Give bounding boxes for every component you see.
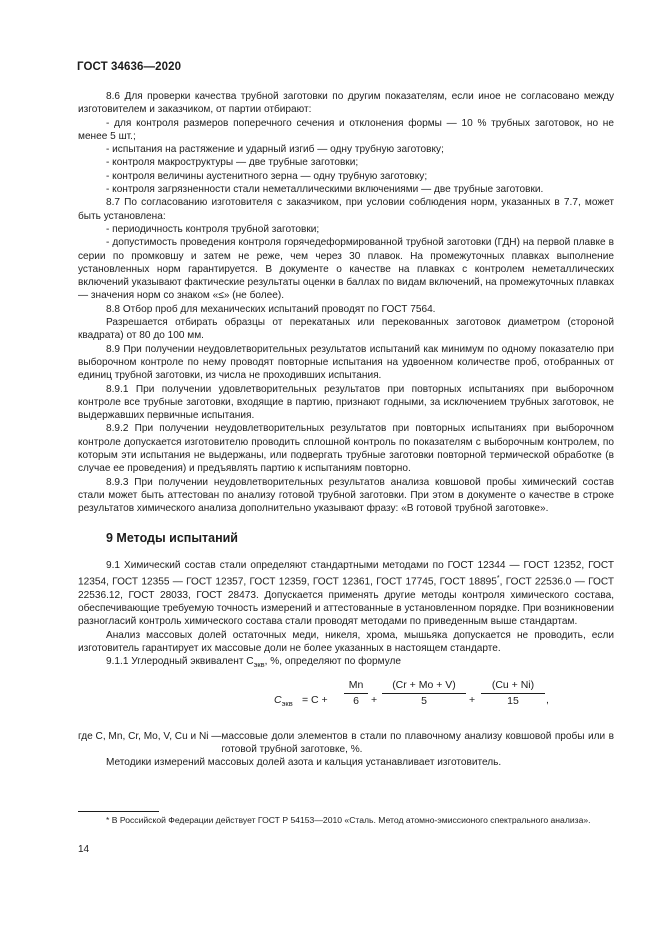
- paragraph: 8.9 При получении неудовлетворительных результатов испытаний как минимум по одному показателю при выборочном контроле по нему проводят повторные испытания на удвоенном количестве проб, отобранных от единиц трубной заготовки, из числа не проходивших испытания.: [78, 343, 614, 382]
- paragraph-methods: Методики измерений массовых долей азота и кальция устанавливает изготовитель.: [106, 757, 502, 769]
- section-8-paragraphs: [78, 90, 614, 516]
- paragraph: - для контроля размеров поперечного сечения и отклонения формы — 10 % трубных заготовок, но не менее 5 шт.;: [78, 117, 614, 142]
- fraction-cr-mo-v: $\frac{(Cr + Mo + V)}{5}$: [382, 678, 466, 709]
- footnote: * В Российской Федерации действует ГОСТ Р 54153—2010 «Сталь. Метод атомно-эмиссионого спектрального анализа».: [106, 815, 591, 825]
- paragraph-9-1-1: 9.1.1 Углеродный эквивалент $C_{экв}$, %, определяют по формуле: [106, 656, 402, 670]
- paragraph: - допустимость проведения контроля горячедеформированной трубной заготовки (ГДН) на первой плавке в серии по промковшу и затем не реже, чем через 30 плавок. На промежуточных плавках выполнение установленных норм гарантируется. В документе о качестве на плавках с контролем неметаллических включений указывают фактические результаты оценки в баллах по видам включений, на промежуточных плавках — значения норм со знаком «≤» (не более).: [78, 237, 614, 302]
- footnote-marker: *: [496, 575, 500, 583]
- section-title: 9 Методы испытаний: [106, 530, 238, 545]
- formula-lhs: $C_{экв}$: [274, 693, 293, 708]
- footnote-rule: [78, 811, 159, 812]
- legend-description: массовые доли элементов в стали по плавочному анализу ковшовой пробы или в готовой трубной заготовке, %.: [221, 730, 614, 755]
- paragraph-9-1: 9.1 Химический состав стали определяют стандартными методами по ГОСТ 12344 — ГОСТ 12352, ГОСТ 12354, ГОСТ 12355 — ГОСТ 12357, ГОСТ 12359, ГОСТ 12361, ГОСТ 17745, ГОСТ 18895*, ГОСТ 22536.0 — ГОСТ 22536.12, ГОСТ 28033, ГОСТ 28473. Допускается применять другие методы контроля химического состава, обеспечивающие требуемую точность измерений и аттестованные в установленном порядке. При возникновении разногласий контроль химического состава стали проводят методами по приведенным выше стандартам.: [78, 559, 614, 628]
- paragraph: 8.9.2 При получении неудовлетворительных результатов при повторных испытаниях при выборочном контроле допускается изготовителю проводить сплошной контроль по показателям с выборочным контролем, по которым эти испытания не выдержаны, или подвергать трубные заготовки повторной термической обработке (в случае ее проведения) и предъявлять партию к испытаниям повторно.: [78, 423, 614, 475]
- paragraph: Разрешается отбирать образцы от перекатаных или перекованных заготовок диаметром (стороной квадрата) от 80 до 100 мм.: [78, 317, 614, 342]
- paragraph-analysis: Анализ массовых долей остаточных меди, никеля, хрома, мышьяка допускается не проводить, если изготовитель гарантирует их массовые доли не более указанных в настоящем стандарте.: [78, 629, 614, 654]
- paragraph: 8.8 Отбор проб для механических испытаний проводят по ГОСТ 7564.: [106, 303, 436, 315]
- page-content: [78, 90, 614, 769]
- legend-symbols: где C, Mn, Cr, Mo, V, Cu и Ni —: [78, 730, 222, 742]
- paragraph: - периодичность контроля трубной заготовки;: [106, 223, 320, 235]
- formula-plus-2: +: [469, 693, 476, 706]
- fraction-mn: $\frac{Mn}{6}$: [344, 678, 368, 709]
- paragraph: - контроля величины аустенитного зерна — одну трубную заготовку;: [106, 170, 428, 182]
- paragraph: 8.7 По согласованию изготовителя с заказчиком, при условии соблюдения норм, указанных в 7.7, может быть установлена:: [78, 197, 614, 222]
- document-header: ГОСТ 34636—2020: [77, 61, 182, 73]
- fraction-cu-ni: $\frac{(Cu + Ni)}{15}$: [481, 678, 545, 709]
- formula-plus-1: +: [371, 693, 378, 706]
- paragraph: 8.6 Для проверки качества трубной заготовки по другим показателям, если иное не согласовано между изготовителем и заказчиком, от партии отбирают:: [78, 91, 614, 116]
- paragraph: 8.9.1 При получении удовлетворительных результатов при повторных испытаниях при выборочном контроле все трубные заготовки, входящие в партию, признают годными, за исключением трубных заготовок, не выдержавших первичные испытания.: [78, 383, 614, 422]
- paragraph: 8.9.3 При получении неудовлетворительных результатов анализа ковшовой пробы химический состав стали может быть аттестован по анализу готовой трубной заготовки. При этом в документе о качестве в строке результатов химического анализа дополнительно указывают фразу: «В готовой трубной заготовке».: [78, 476, 614, 515]
- formula-legend: [78, 730, 614, 757]
- carbon-equivalent-formula: [78, 678, 614, 726]
- paragraph: - контроля макроструктуры — две трубные заготовки;: [106, 157, 359, 169]
- paragraph: - контроля загрязненности стали неметаллическими включениями — две трубные заготовки.: [106, 184, 544, 196]
- formula-tail: ,: [546, 693, 549, 706]
- formula-eq: = C +: [302, 693, 328, 706]
- page-number: 14: [78, 844, 90, 855]
- paragraph: - испытания на растяжение и ударный изгиб — одну трубную заготовку;: [106, 144, 444, 156]
